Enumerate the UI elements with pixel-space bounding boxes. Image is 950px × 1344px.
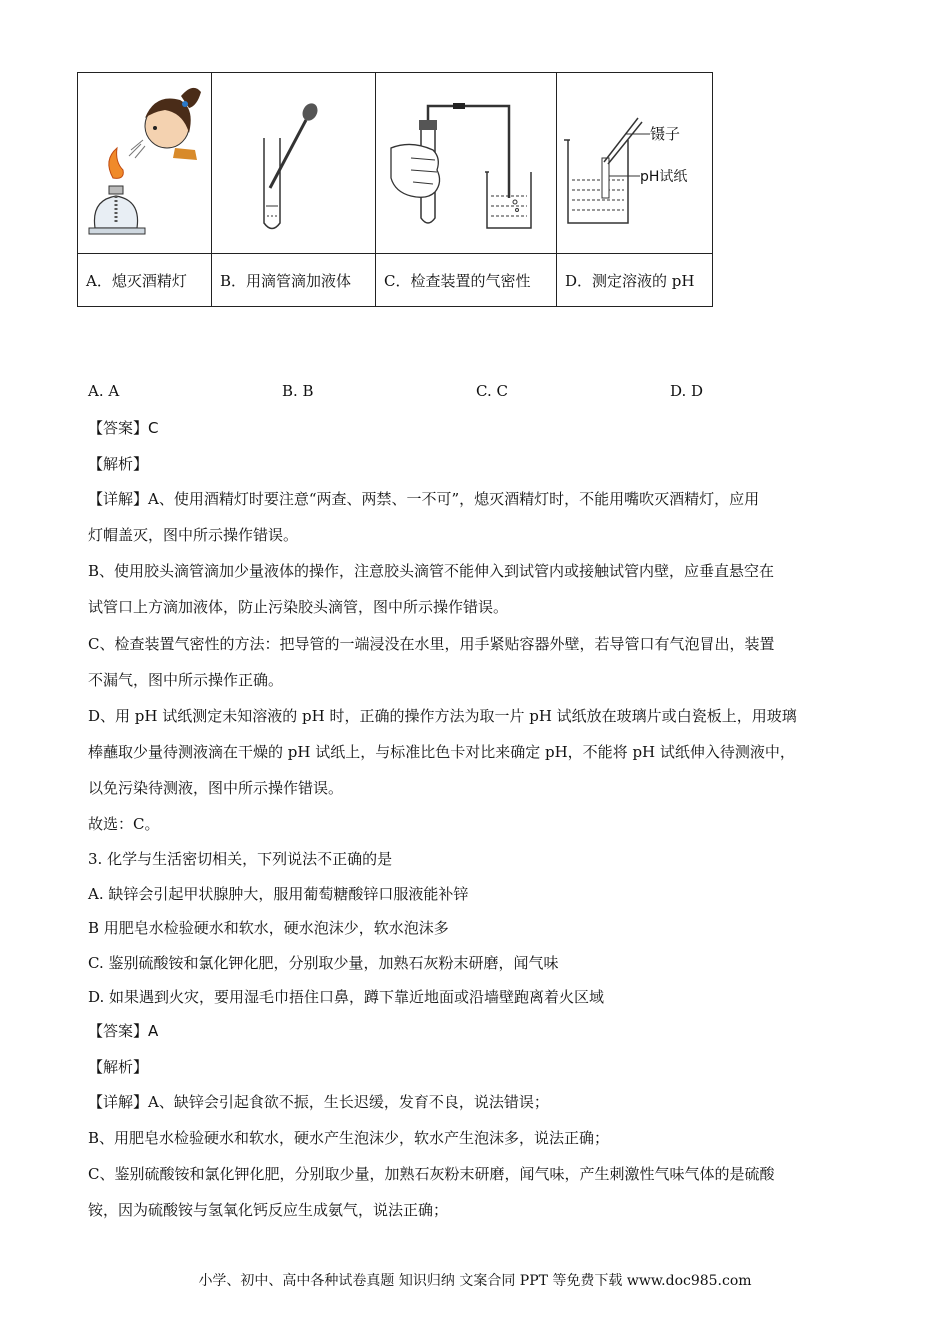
- figure-table: [77, 72, 713, 307]
- figure-cell-c: [376, 73, 557, 254]
- figure-cell-b: [212, 73, 376, 254]
- q3-choice-c: C. 鉴别硫酸铵和氯化钾化肥，分别取少量，加熟石灰粉末研磨，闻气味: [88, 954, 559, 972]
- q2-line-6: 不漏气，图中所示操作正确。: [88, 671, 284, 689]
- figure-cell-a: [78, 73, 212, 254]
- q2-line-5: C、检查装置气密性的方法：把导管的一端浸没在水里，用手紧贴容器外壁，若导管口有气泡冒出，装置: [88, 635, 775, 653]
- answer-options: [88, 382, 868, 402]
- q3-choice-a: A. 缺锌会引起甲状腺肿大，服用葡萄糖酸锌口服液能补锌: [88, 885, 469, 903]
- option-b: B. B: [282, 382, 314, 400]
- q2-line-2: 灯帽盖灭，图中所示操作错误。: [88, 526, 299, 544]
- dropper-test-tube-illustration: [234, 78, 354, 248]
- q3-line-2: B、用肥皂水检验硬水和软水，硬水产生泡沫少，软水产生泡沫多，说法正确；: [88, 1129, 610, 1147]
- q2-line-3: B、使用胶头滴管滴加少量液体的操作，注意胶头滴管不能伸入到试管内或接触试管内壁，应垂直悬空在: [88, 562, 775, 580]
- caption-d: D．测定溶液的 pH: [557, 254, 713, 307]
- q2-line-4: 试管口上方滴加液体，防止污染胶头滴管，图中所示操作错误。: [88, 598, 509, 616]
- q2-line-7: D、用 pH 试纸测定未知溶液的 pH 时，正确的操作方法为取一片 pH 试纸放在玻璃片或白瓷板上，用玻璃: [88, 707, 797, 725]
- caption-b: B．用滴管滴加液体: [212, 254, 376, 307]
- q3-choice-b: B 用肥皂水检验硬水和软水，硬水泡沫少，软水泡沫多: [88, 919, 449, 937]
- q3-choice-d: D. 如果遇到火灾，要用湿毛巾捂住口鼻，蹲下靠近地面或沿墙壁跑离着火区域: [88, 988, 605, 1006]
- q3-stem: 3. 化学与生活密切相关，下列说法不正确的是: [88, 850, 393, 868]
- q2-answer: 【答案】C: [88, 419, 159, 437]
- option-d: D. D: [670, 382, 704, 400]
- option-c: C. C: [476, 382, 508, 400]
- airtightness-check-illustration: [381, 78, 551, 248]
- q3-line-4: 铵，因为硫酸铵与氢氧化钙反应生成氨气，说法正确；: [88, 1201, 449, 1219]
- q2-line-10: 故选：C。: [88, 815, 160, 833]
- caption-a: A．熄灭酒精灯: [78, 254, 212, 307]
- q3-answer: 【答案】A: [88, 1022, 159, 1040]
- option-a: A. A: [88, 382, 120, 400]
- tweezers-label: 镊子: [649, 125, 680, 143]
- ph-paper-label: pH试纸: [639, 169, 687, 185]
- figure-cell-d: [557, 73, 713, 254]
- q3-line-3: C、鉴别硫酸铵和氯化钾化肥，分别取少量，加熟石灰粉末研磨，闻气味，产生刺激性气味气体的是硫酸: [88, 1165, 775, 1183]
- q2-line-9: 以免污染待测液，图中所示操作错误。: [88, 779, 344, 797]
- q2-analysis-heading: 【解析】: [88, 455, 149, 473]
- q2-line-8: 棒蘸取少量待测液滴在干燥的 pH 试纸上，与标准比色卡对比来确定 pH，不能将 pH 试纸伸入待测液中，: [88, 743, 795, 761]
- q2-line-1: 【详解】A、使用酒精灯时要注意“两查、两禁、一不可”，熄灭酒精灯时，不能用嘴吹灭酒精灯，应用: [88, 490, 760, 508]
- caption-c: C．检查装置的气密性: [376, 254, 557, 307]
- blowing-out-lamp-illustration: [85, 78, 205, 248]
- q3-analysis-heading: 【解析】: [88, 1058, 149, 1076]
- ph-measurement-illustration: [560, 78, 710, 248]
- page-footer: 小学、初中、高中各种试卷真题 知识归纳 文案合同 PPT 等免费下载 www.doc985.com: [198, 1273, 752, 1289]
- q3-line-1: 【详解】A、缺锌会引起食欲不振，生长迟缓，发育不良，说法错误；: [88, 1093, 549, 1111]
